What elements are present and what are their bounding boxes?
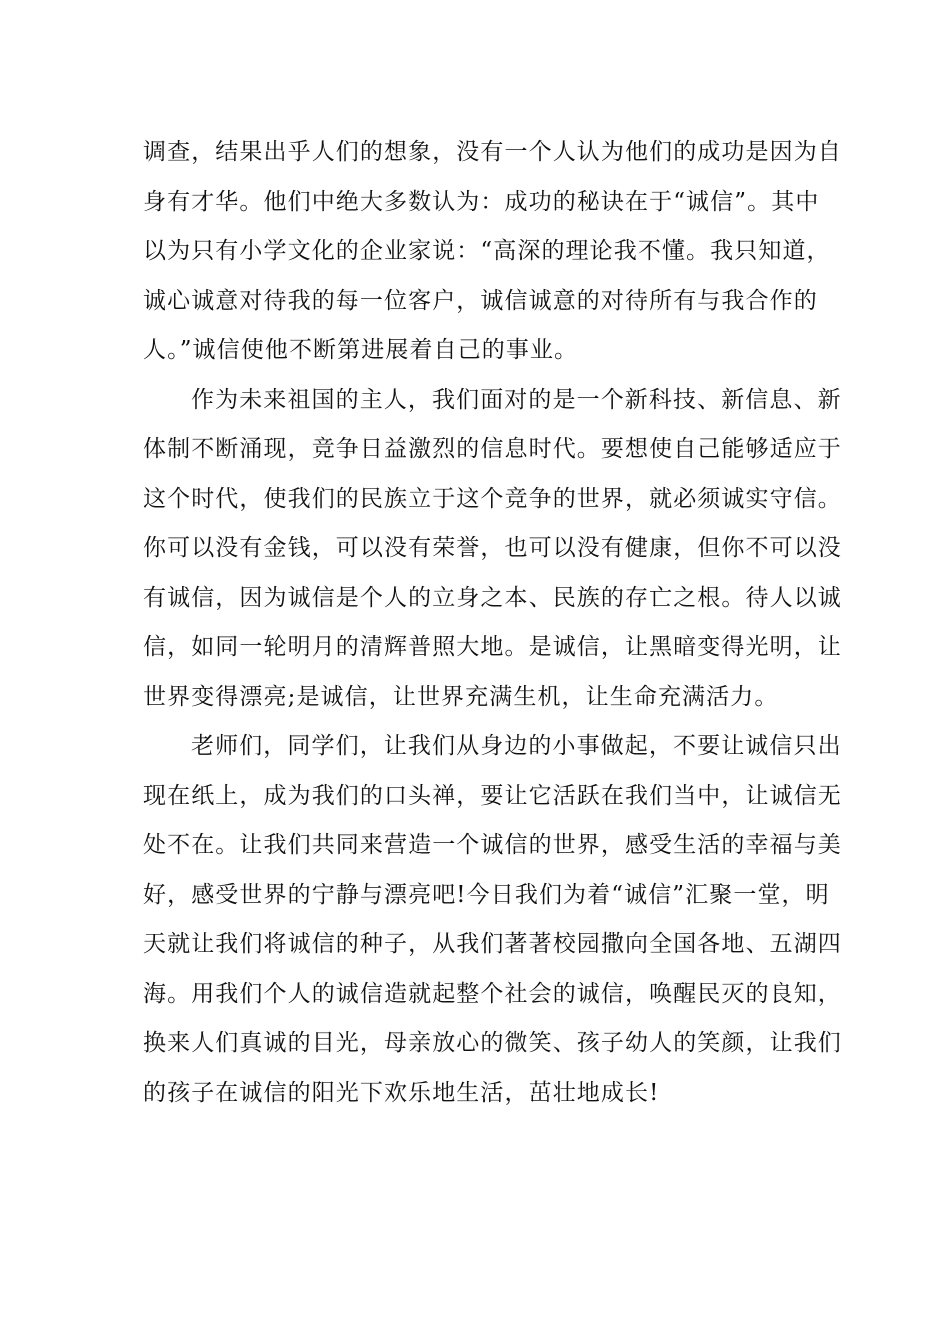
text-line: 身有才华。他们中绝大多数认为：成功的秘诀在于“诚信”。其中 — [143, 188, 820, 215]
paragraph-1 — [143, 128, 842, 376]
text-line: 以为只有小学文化的企业家说：“高深的理论我不懂。我只知道， — [143, 238, 831, 264]
paragraph-3 — [143, 722, 842, 1118]
text-line: 作为未来祖国的主人，我们面对的是一个新科技、新信息、新 — [191, 386, 842, 413]
text-line: 好，感受世界的宁静与漂亮吧!今日我们为着“诚信”汇聚一堂，明 — [143, 881, 830, 908]
text-line: 人。”诚信使他不断第进展着自己的事业。 — [143, 337, 579, 363]
text-line: 处不在。让我们共同来营造一个诚信的世界，感受生活的幸福与美 — [143, 832, 842, 858]
text-line: 有诚信，因为诚信是个人的立身之本、民族的存亡之根。待人以诚 — [143, 584, 842, 611]
text-line: 信，如同一轮明月的清辉普照大地。是诚信，让黑暗变得光明，让 — [143, 634, 842, 660]
text-line: 现在纸上，成为我们的口头禅，要让它活跃在我们当中，让诚信无 — [143, 782, 842, 809]
text-line: 的孩子在诚信的阳光下欢乐地生活，茁壮地成长! — [143, 1079, 660, 1106]
text-line: 海。用我们个人的诚信造就起整个社会的诚信，唤醒民灭的良知， — [143, 980, 842, 1007]
text-line: 换来人们真诚的目光，母亲放心的微笑、孩子幼人的笑颜，让我们 — [143, 1030, 842, 1056]
text-line: 你可以没有金钱，可以没有荣誉，也可以没有健康，但你不可以没 — [143, 535, 842, 561]
text-line: 老师们，同学们，让我们从身边的小事做起，不要让诚信只出 — [191, 733, 842, 759]
text-line: 调查，结果出乎人们的想象，没有一个人认为他们的成功是因为自 — [143, 139, 842, 165]
text-line: 诚心诚意对待我的每一位客户，诚信诚意的对待所有与我合作的 — [143, 287, 818, 314]
text-line: 世界变得漂亮;是诚信，让世界充满生机，让生命充满活力。 — [143, 683, 779, 710]
text-line: 体制不断涌现，竞争日益激烈的信息时代。要想使自己能够适应于 — [143, 436, 842, 462]
paragraph-2 — [143, 376, 842, 723]
text-line: 天就让我们将诚信的种子，从我们著著校园撒向全国各地、五湖四 — [143, 931, 842, 957]
text-line: 这个时代，使我们的民族立于这个竞争的世界，就必须诚实守信。 — [143, 485, 842, 512]
document-body — [143, 128, 842, 1118]
